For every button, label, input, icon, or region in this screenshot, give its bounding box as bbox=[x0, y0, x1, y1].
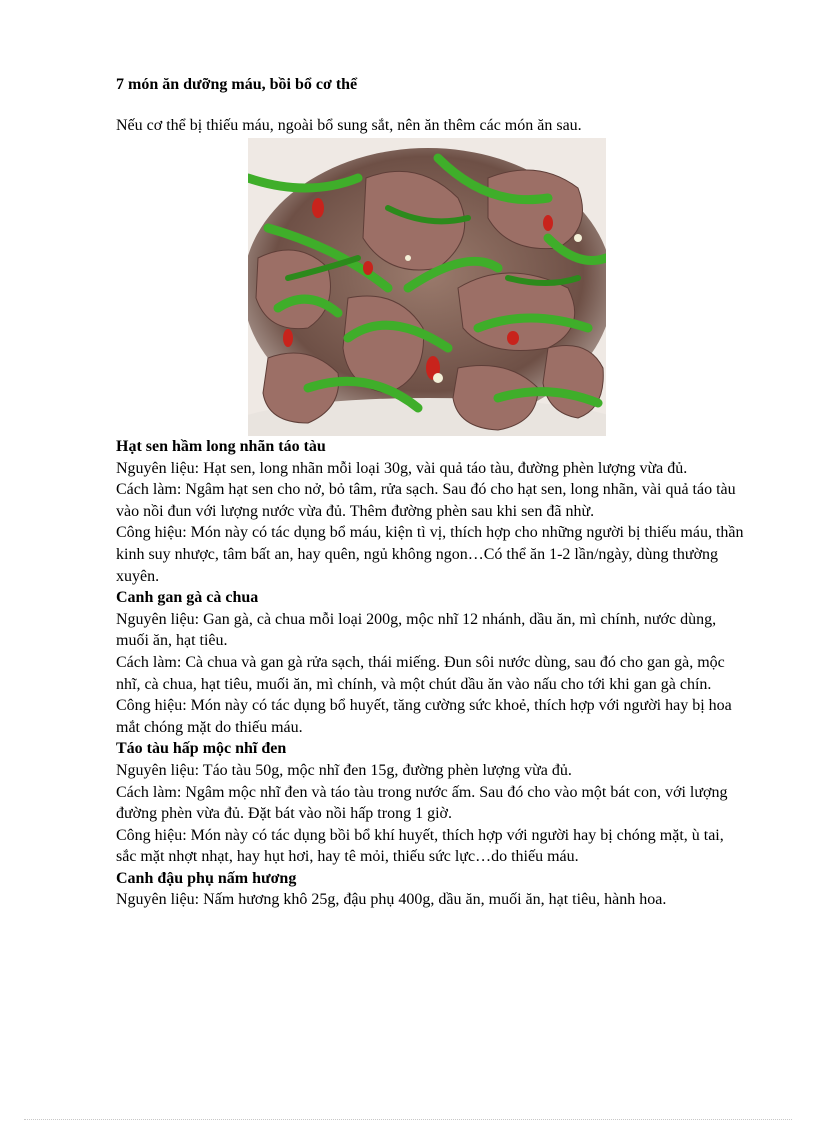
intro-paragraph: Nếu cơ thể bị thiếu máu, ngoài bổ sung sắt, nên ăn thêm các món ăn sau. bbox=[116, 117, 582, 134]
recipe-3 bbox=[116, 738, 746, 868]
document-title: 7 món ăn dưỡng máu, bồi bổ cơ thể bbox=[116, 76, 358, 93]
recipe-title: Hạt sen hầm long nhãn táo tàu bbox=[116, 438, 326, 455]
recipe-method: Cách làm: Ngâm mộc nhĩ đen và táo tàu trong nước ấm. Sau đó cho vào một bát con, với lượng đường phèn vừa đủ. Đặt bát vào nồi hấp trong 1 giờ. bbox=[116, 783, 728, 823]
recipe-4 bbox=[116, 868, 746, 911]
recipe-method: Cách làm: Ngâm hạt sen cho nở, bỏ tâm, rửa sạch. Sau đó cho hạt sen, long nhãn, vài quả táo tàu vào nồi đun với lượng nước vừa đủ. Thêm đường phèn sau khi sen đã nhừ. bbox=[116, 481, 736, 520]
recipe-effect: Công hiệu: Món này có tác dụng bổ máu, kiện tì vị, thích hợp cho những người bị thiếu máu, thần kinh suy nhược, tâm bất an, hay quên, ngủ không ngon…Có thể ăn 1-2 lần/ngày, dùng thường xuyên. bbox=[116, 524, 744, 585]
recipe-ingredients: Nguyên liệu: Hạt sen, long nhãn mỗi loại 30g, vài quả táo tàu, đường phèn lượng vừa đủ. bbox=[116, 459, 688, 477]
recipe-title: Canh gan gà cà chua bbox=[116, 589, 259, 607]
recipe-title: Canh đậu phụ nấm hương bbox=[116, 869, 297, 887]
recipe-effect: Công hiệu: Món này có tác dụng bồi bổ khí huyết, thích hợp với người hay bị chóng mặt, ù tai, sắc mặt nhợt nhạt, hay hụt hơi, hay tê mỏi, thiếu sức lực…do thiếu máu. bbox=[116, 826, 724, 866]
food-photo bbox=[248, 138, 606, 436]
recipe-effect: Công hiệu: Món này có tác dụng bổ huyết, tăng cường sức khoẻ, thích hợp với người hay bị hoa mắt chóng mặt do thiếu máu. bbox=[116, 697, 732, 736]
recipe-ingredients: Nguyên liệu: Táo tàu 50g, mộc nhĩ đen 15g, đường phèn lượng vừa đủ. bbox=[116, 761, 572, 779]
document-page bbox=[116, 74, 746, 911]
recipe-1 bbox=[116, 436, 746, 587]
page-bottom-divider bbox=[24, 1119, 792, 1120]
recipe-ingredients: Nguyên liệu: Nấm hương khô 25g, đậu phụ 400g, dầu ăn, muối ăn, hạt tiêu, hành hoa. bbox=[116, 891, 667, 909]
recipe-title: Táo tàu hấp mộc nhĩ đen bbox=[116, 740, 287, 758]
recipe-method: Cách làm: Cà chua và gan gà rửa sạch, thái miếng. Đun sôi nước dùng, sau đó cho gan gà, mộc nhĩ, cà chua, hạt tiêu, muối ăn, mì chính, và một chút dầu ăn vào nấu cho tới khi gan gà chín. bbox=[116, 653, 725, 693]
stir-fried-liver-icon bbox=[248, 138, 606, 436]
recipe-2 bbox=[116, 587, 746, 738]
recipe-ingredients: Nguyên liệu: Gan gà, cà chua mỗi loại 200g, mộc nhĩ 12 nhánh, dầu ăn, mì chính, nước dùng, muối ăn, hạt tiêu. bbox=[116, 610, 717, 650]
